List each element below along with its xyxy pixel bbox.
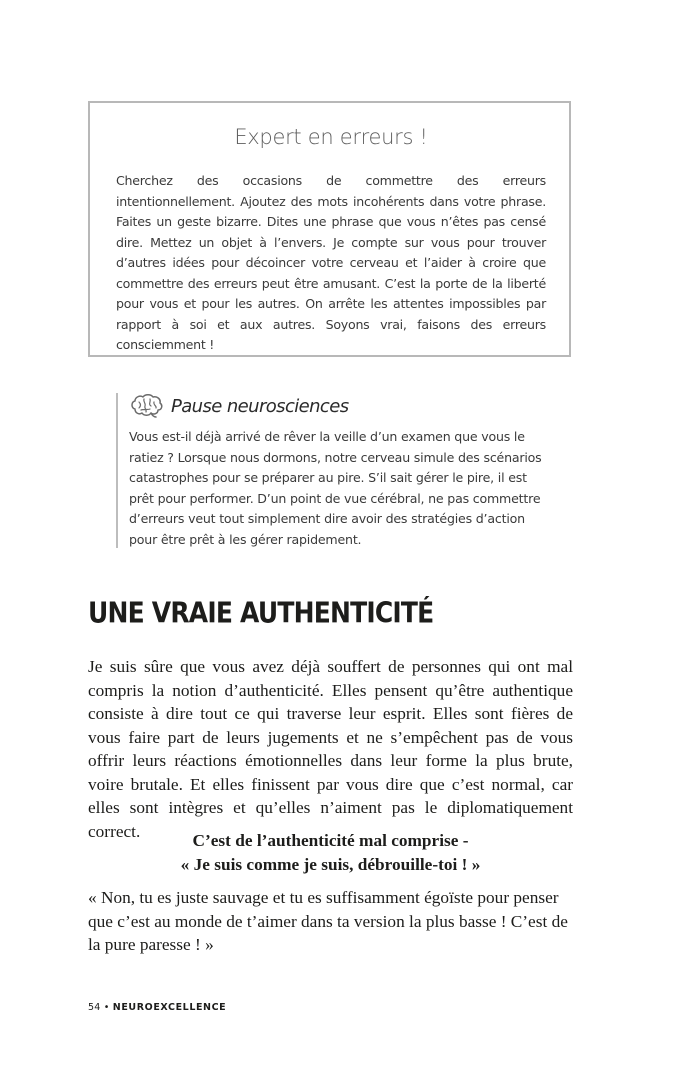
book-title: NEUROEXCELLENCE (112, 1002, 227, 1013)
footer-separator: • (103, 1002, 110, 1013)
quote-line-2: « Je suis comme je suis, débrouille-toi ! » (180, 854, 481, 874)
body-paragraph-2: « Non, tu es juste sauvage et tu es suffisamment égoïste pour penser que c’est au monde de t’aimer dans ta version la plus basse ! C’est de la pure paresse ! » (88, 888, 568, 954)
page-number: 54 (88, 1002, 101, 1013)
page-footer (88, 1002, 226, 1013)
body-paragraph-1: Je suis sûre que vous avez déjà souffert de personnes qui ont mal compris la notion d’authenticité. Elles pensent qu’être authentique consiste à dire tout ce qui traverse leur esprit. Elles sont fières de vous faire part de leurs jugements et ne s’empêchent pas de vous offrir leurs réactions émotionnelles dans leur forme la plus brute, voire brutale. Et elles finissent par vous dire que c’est normal, car elles sont intègres et qu’elles n’aiment pas le diplomatiquement correct. (88, 657, 573, 841)
exercise-box (88, 101, 571, 357)
neuroscience-text: Vous est-il déjà arrivé de rêver la veille d’un examen que vous le ratiez ? Lorsque nous dormons, notre cerveau simule des scénarios catastrophes pour se préparer au pire. S’il sait gérer le pire, il est prêt pour performer. D’un point de vue cérébral, ne pas commettre d’erreurs veut tout simplement dire avoir des stratégies d’action pour être prêt à les gérer rapidement. (129, 429, 542, 547)
highlighted-quote (88, 829, 573, 876)
section-title: UNE VRAIE AUTHENTICITÉ (88, 596, 434, 630)
neuroscience-title: Pause neurosciences (171, 395, 349, 417)
quote-line-1: C’est de l’authenticité mal comprise - (192, 831, 469, 850)
brain-icon (129, 394, 163, 418)
exercise-text: Cherchez des occasions de commettre des erreurs intentionnellement. Ajoutez des mots incohérents dans votre phrase. Faites un geste bizarre. Dites une phrase que vous n’êtes pas censé dire. Mettez un objet à l’envers. Je compte sur vous pour trouver d’autres idées pour décoincer votre cerveau et l’aider à croire que commettre des erreurs peut être amusant. C’est la porte de la liberté pour vous et pour les autres. On arrête les attentes impossibles par rapport à soi et aux autres. Soyons vrai, faisons des erreurs consciemment ! (116, 173, 546, 352)
exercise-title: Expert en erreurs ! (234, 125, 428, 149)
neuroscience-header (129, 393, 545, 419)
neuroscience-aside (116, 393, 545, 548)
